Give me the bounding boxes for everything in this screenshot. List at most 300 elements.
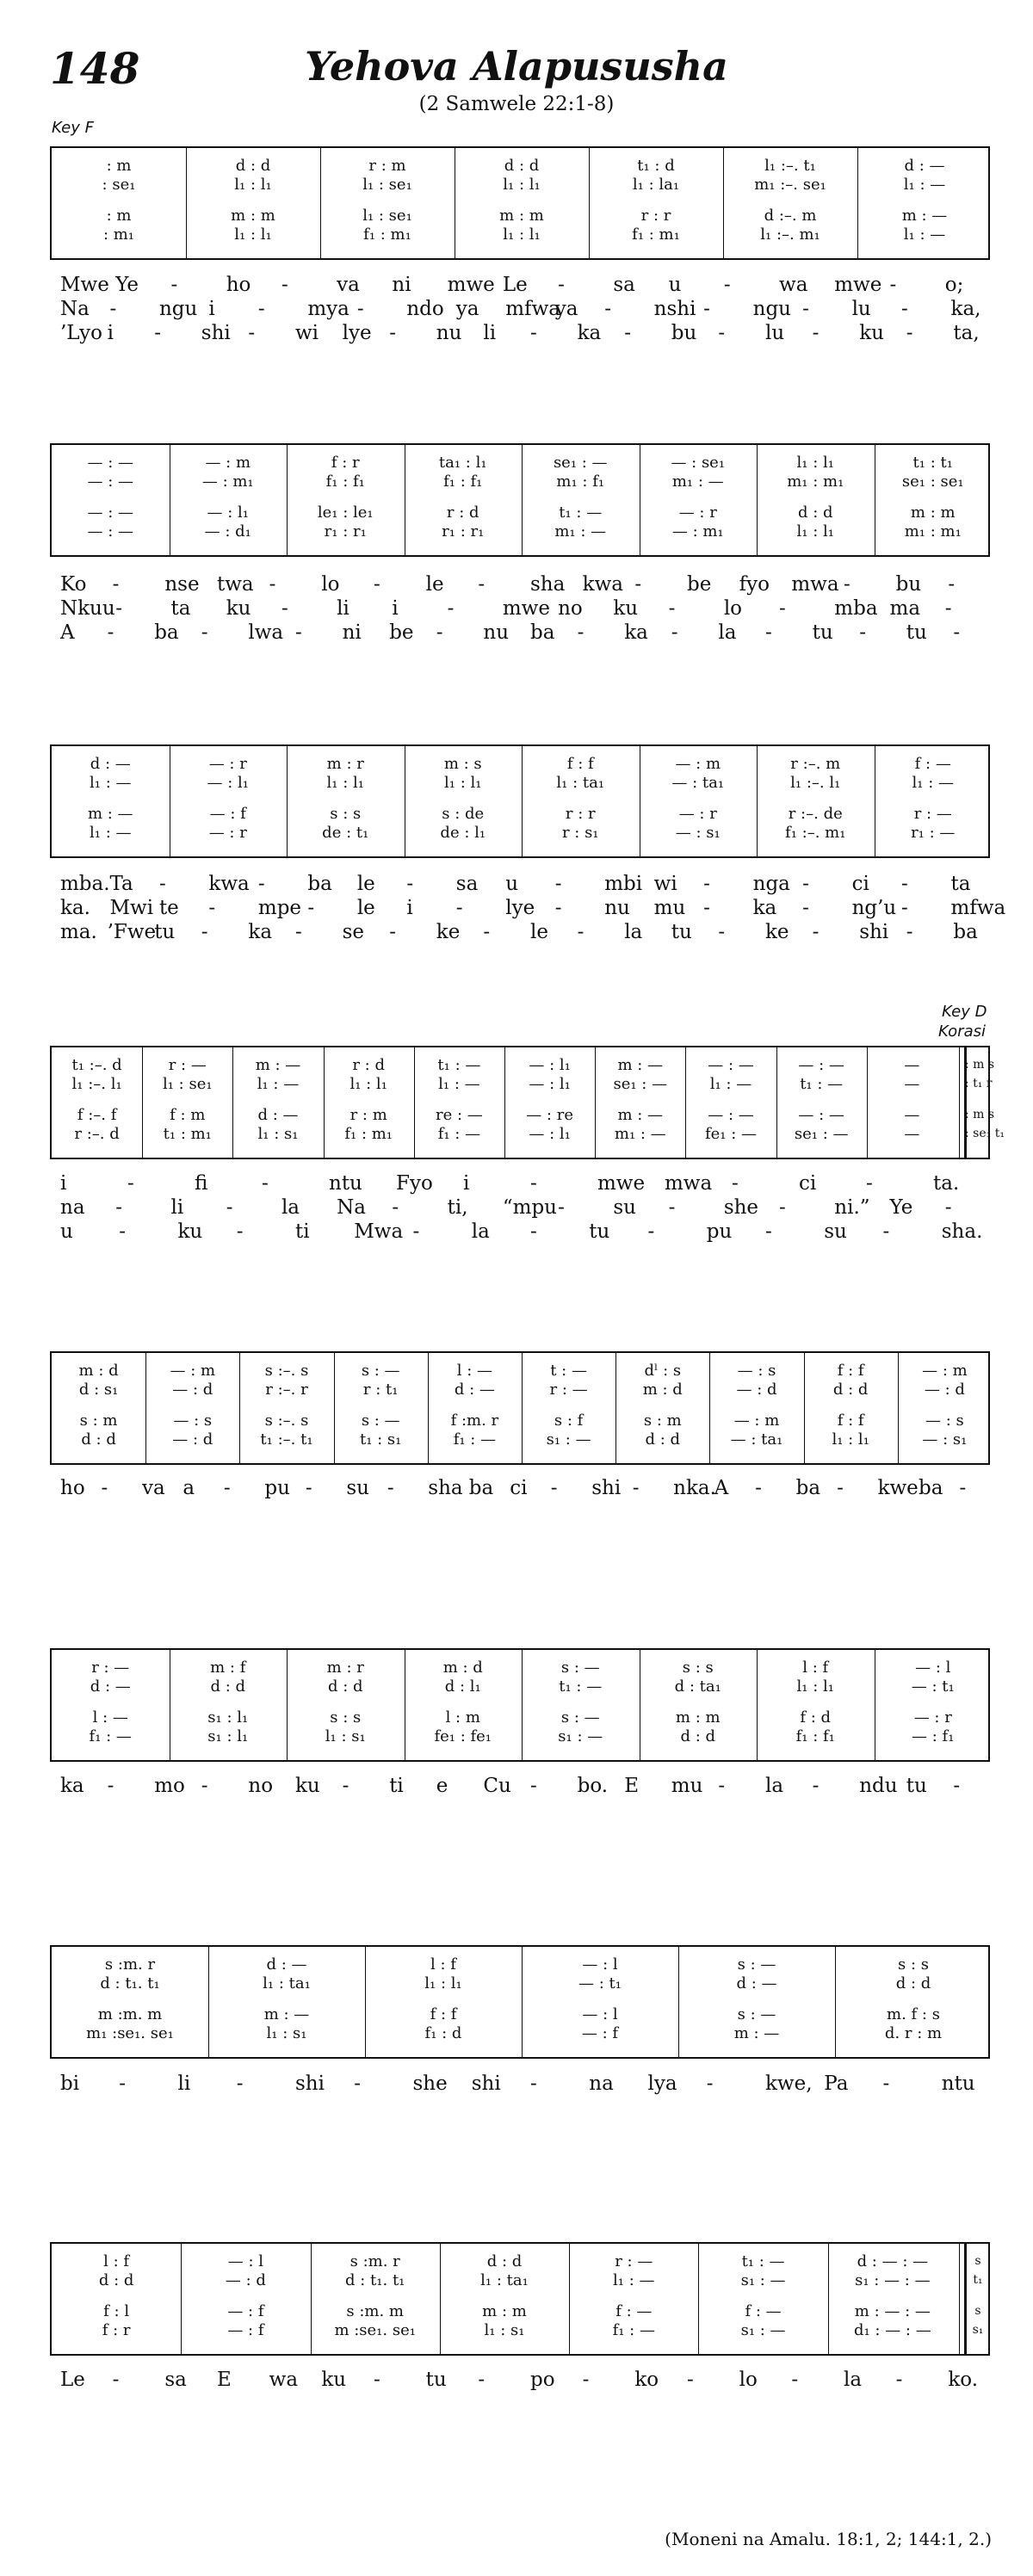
lyric-syllable: - xyxy=(257,873,265,895)
lyric-syllable: - xyxy=(944,1196,952,1219)
lyric-syllable: A xyxy=(714,1477,729,1499)
lyric-syllable: - xyxy=(269,573,276,596)
solfa-note: f : — xyxy=(615,2302,653,2320)
lyric-syllable: - xyxy=(236,1220,244,1243)
solfa-note: l₁ :–. l₁ xyxy=(71,1075,122,1093)
lyric-syllable: ba xyxy=(530,621,555,644)
lyric-syllable: la xyxy=(765,1775,784,1797)
lyric-syllable: - xyxy=(953,1775,961,1797)
solfa-note: dˡ : s xyxy=(644,1362,682,1380)
solfa-note: — xyxy=(904,1125,920,1143)
lyric-syllable: mu xyxy=(653,897,686,919)
lyric-syllable: - xyxy=(170,274,178,296)
lyric-syllable: Ye xyxy=(115,274,139,296)
solfa-note: l₁ : la₁ xyxy=(632,176,680,194)
solfa-note: f₁ : — xyxy=(437,1125,481,1143)
solfa-note: — : d xyxy=(225,2271,266,2289)
music-system-5 xyxy=(50,1351,990,1465)
solfa-note: f₁ : f₁ xyxy=(795,1727,835,1745)
lyric-syllable: mbi xyxy=(604,873,643,895)
lyric-syllable: - xyxy=(115,1196,123,1219)
lyric-syllable: wi xyxy=(295,322,319,344)
lyric-syllable: le xyxy=(530,921,548,943)
lyric-syllable: tu xyxy=(906,621,927,644)
lyric-syllable: mwa xyxy=(791,573,839,596)
lyric-syllable: lwa xyxy=(248,621,284,644)
solfa-note: — : m xyxy=(675,755,721,773)
lyric-syllable: no xyxy=(248,1775,274,1797)
lyric-syllable: nu xyxy=(604,897,630,919)
lyric-syllable: - xyxy=(295,921,302,943)
solfa-note: s : — xyxy=(361,1362,400,1380)
solfa-note: — : l₁ xyxy=(207,774,249,792)
lyric-syllable: a xyxy=(182,1477,195,1499)
solfa-note: d : t₁. t₁ xyxy=(345,2271,405,2289)
lyric-syllable: su xyxy=(346,1477,369,1499)
lyric-syllable: ka xyxy=(624,621,648,644)
solfa-note: s : — xyxy=(560,1708,600,1727)
solfa-note: — : l₁ xyxy=(207,503,249,522)
lyric-syllable: - xyxy=(550,1477,558,1499)
solfa-note: m : m xyxy=(675,1708,721,1727)
lyric-syllable: - xyxy=(812,1775,820,1797)
tonic-solfa-stave xyxy=(50,2242,990,2356)
solfa-note: — : r xyxy=(208,824,247,842)
solfa-note: — : d₁ xyxy=(204,522,251,541)
music-system-7 xyxy=(50,1945,990,2059)
lyric-syllable: lo xyxy=(739,2369,758,2391)
solfa-note: m₁ : — xyxy=(554,522,607,541)
solfa-note: — : d xyxy=(172,1430,213,1449)
solfa-note: l₁ : — xyxy=(90,824,132,842)
solfa-note: — : s xyxy=(925,1412,964,1430)
lyric-syllable: - xyxy=(577,621,585,644)
lyric-syllable: ci xyxy=(799,1172,817,1195)
lyric-syllable: ntu xyxy=(329,1172,362,1195)
solfa-note: l₁ : l₁ xyxy=(326,774,364,792)
lyric-syllable: Ta xyxy=(109,873,133,895)
lyric-syllable: - xyxy=(248,322,256,344)
solfa-note: l₁ : s₁ xyxy=(257,1125,299,1143)
lyric-syllable: i xyxy=(406,897,413,919)
lyric-syllable: sa xyxy=(613,274,635,296)
solfa-note: r : d xyxy=(352,1056,385,1074)
lyric-syllable: ba xyxy=(468,1477,494,1499)
lyric-syllable: mwa xyxy=(665,1172,713,1195)
solfa-note: — : — xyxy=(87,522,133,541)
solfa-note: r : m xyxy=(349,1106,387,1124)
solfa-note: s₁ : — xyxy=(740,2321,786,2339)
lyric-syllable: Mwi xyxy=(109,897,154,919)
solfa-note: l₁ : se₁ xyxy=(362,207,412,225)
lyric-syllable: bo. xyxy=(577,1775,609,1797)
lyric-syllable: - xyxy=(812,322,820,344)
lyric-syllable: Na xyxy=(60,298,90,320)
solfa-note: f₁ : — xyxy=(612,2321,655,2339)
solfa-note: l₁ : l₁ xyxy=(796,522,834,541)
lyric-syllable: - xyxy=(703,897,710,919)
solfa-note: m : m xyxy=(482,2302,527,2320)
lyric-syllable: Mwa xyxy=(354,1220,404,1243)
solfa-note: r : r xyxy=(640,207,671,225)
lyric-syllable: va xyxy=(141,1477,165,1499)
lyric-syllable: Fyo xyxy=(396,1172,433,1195)
lyric-syllable: ku xyxy=(859,322,884,344)
lyric-syllable: - xyxy=(201,621,208,644)
solfa-note: — : — xyxy=(87,454,133,472)
lyric-syllable: ni xyxy=(342,621,362,644)
lyric-syllable: - xyxy=(577,921,585,943)
lyric-syllable: - xyxy=(554,873,562,895)
solfa-note: l : — xyxy=(92,1708,128,1727)
hymn-title: Yehova Alapususha xyxy=(305,43,728,90)
lyric-syllable: ma. xyxy=(60,921,97,943)
lyric-syllable: - xyxy=(687,2369,694,2391)
lyric-syllable: shi xyxy=(201,322,231,344)
lyric-syllable: Ye xyxy=(889,1196,913,1219)
solfa-note: m : — xyxy=(617,1056,664,1074)
solfa-note: r₁ : r₁ xyxy=(442,522,485,541)
lyric-syllable: Na xyxy=(337,1196,367,1219)
lyric-syllable: - xyxy=(201,921,208,943)
lyric-syllable: wa xyxy=(779,274,808,296)
lyric-syllable: i xyxy=(107,322,114,344)
lyric-syllable: - xyxy=(342,1775,349,1797)
lyric-syllable: Pa xyxy=(824,2073,849,2095)
lyric-syllable: Cu xyxy=(483,1775,511,1797)
lyric-syllable: - xyxy=(478,573,486,596)
lyric-syllable: nu xyxy=(483,621,510,644)
solfa-note: t₁ : t₁ xyxy=(912,454,953,472)
solfa-note: — : f xyxy=(227,2321,264,2339)
lyric-syllable: ti, xyxy=(447,1196,468,1219)
lyric-syllable: she xyxy=(723,1196,759,1219)
solfa-note: l₁ : s₁ xyxy=(325,1727,366,1745)
solfa-note: s₁ : l₁ xyxy=(207,1727,249,1745)
solfa-note: f₁ : m₁ xyxy=(632,225,680,244)
solfa-note: r :–. d xyxy=(74,1125,120,1143)
lyric-syllable: - xyxy=(262,1172,269,1195)
solfa-note: l₁ : s₁ xyxy=(484,2321,525,2339)
lyric-syllable: ka xyxy=(577,322,602,344)
solfa-note: r : r xyxy=(565,805,596,823)
lyric-syllable: ba xyxy=(953,921,978,943)
solfa-note: s : s xyxy=(330,1708,362,1727)
solfa-note: — : f xyxy=(581,2024,619,2042)
lyric-syllable: Mwe xyxy=(60,274,109,296)
lyric-syllable: - xyxy=(779,597,786,620)
solfa-note: — : re xyxy=(526,1106,573,1124)
lyric-syllable: mo xyxy=(154,1775,185,1797)
lyric-syllable: - xyxy=(953,621,961,644)
tonic-solfa-stave xyxy=(50,744,990,858)
lyric-syllable: ti xyxy=(389,1775,404,1797)
lyric-syllable: - xyxy=(281,274,288,296)
solfa-note: d : d xyxy=(210,1677,246,1696)
solfa-note: f : f xyxy=(837,1362,864,1380)
solfa-note: — : l₁ xyxy=(529,1075,571,1093)
lyric-syllable: - xyxy=(765,621,772,644)
lyric-syllable: - xyxy=(530,1220,537,1243)
lyric-syllable: - xyxy=(901,873,908,895)
lyric-syllable: nu xyxy=(436,322,462,344)
solfa-note: s₁ : — xyxy=(546,1430,591,1449)
lyric-syllable: ntu xyxy=(941,2073,975,2095)
solfa-note: l₁ : l₁ xyxy=(424,1974,462,1992)
lyric-syllable: nka. xyxy=(673,1477,716,1499)
lyric-syllable: po xyxy=(530,2369,555,2391)
lyric-syllable: pu xyxy=(264,1477,290,1499)
hymn-number: 148 xyxy=(50,43,140,94)
solfa-note: s₁ : — xyxy=(558,1727,603,1745)
solfa-note: t₁ : — xyxy=(800,1075,844,1093)
solfa-note: r : — xyxy=(913,805,952,823)
solfa-note: d : d xyxy=(486,2252,523,2270)
solfa-note: l : f xyxy=(802,1659,829,1677)
solfa-note: fe₁ : — xyxy=(704,1125,757,1143)
solfa-note: m : s xyxy=(443,755,482,773)
solfa-note: — : r xyxy=(678,503,717,522)
lyric-syllable: le xyxy=(356,897,375,919)
solfa-note: m₁ :–. se₁ xyxy=(754,176,826,194)
solfa-note: — : m xyxy=(170,1362,216,1380)
lyric-syllable: - xyxy=(392,1196,399,1219)
lyric-syllable: - xyxy=(530,1775,537,1797)
solfa-note: l₁ : l₁ xyxy=(796,1677,834,1696)
chorus-pickup-note: : t₁ r xyxy=(965,1077,993,1090)
solfa-note: — : f xyxy=(209,805,246,823)
key-change: Key D xyxy=(942,1003,987,1021)
solfa-note: l₁ : — xyxy=(613,2271,655,2289)
lyric-syllable: Le xyxy=(502,274,528,296)
solfa-note: d : — xyxy=(266,1955,307,1974)
final-chord-note: s xyxy=(974,2254,981,2268)
lyric-syllable: - xyxy=(844,573,851,596)
lyric-syllable: - xyxy=(447,597,455,620)
solfa-note: d : — xyxy=(454,1381,495,1399)
solfa-note: r : — xyxy=(549,1381,588,1399)
lyric-syllable: bi xyxy=(60,2073,80,2095)
solfa-note: f : m xyxy=(170,1106,206,1124)
lyric-syllable: - xyxy=(101,1477,108,1499)
lyric-syllable: twa xyxy=(217,573,254,596)
solfa-note: m : m xyxy=(499,207,544,225)
lyric-syllable: su xyxy=(824,1220,847,1243)
lyric-syllable: no xyxy=(558,597,583,620)
lyric-syllable: ba xyxy=(307,873,332,895)
lyric-syllable: - xyxy=(554,897,562,919)
lyric-syllable: - xyxy=(647,1220,655,1243)
solfa-note: l₁ :–. t₁ xyxy=(764,157,816,175)
lyric-syllable: ku xyxy=(295,1775,320,1797)
lyric-syllable: - xyxy=(115,597,123,620)
lyric-syllable: shi xyxy=(859,921,889,943)
lyric-syllable: sa xyxy=(164,2369,187,2391)
solfa-note: l₁ : l₁ xyxy=(349,1075,387,1093)
solfa-note: m : — xyxy=(87,805,133,823)
solfa-note: s : — xyxy=(560,1659,600,1677)
lyric-syllable: ta, xyxy=(953,322,980,344)
solfa-note: m : f xyxy=(210,1659,246,1677)
lyric-syllable: i xyxy=(392,597,399,620)
lyric-syllable: fi xyxy=(195,1172,208,1195)
solfa-note: d : d xyxy=(797,503,833,522)
lyric-syllable: ka xyxy=(60,1775,84,1797)
lyric-syllable: nshi xyxy=(653,298,696,320)
solfa-note: l₁ : l₁ xyxy=(503,225,541,244)
lyric-syllable: tu xyxy=(906,1775,927,1797)
lyric-syllable: ku xyxy=(321,2369,347,2391)
lyric-syllable: nga xyxy=(752,873,790,895)
lyric-syllable: ndo xyxy=(406,298,444,320)
solfa-note: t₁ : — xyxy=(437,1056,481,1074)
lyric-syllable: - xyxy=(901,298,908,320)
solfa-note: — : r xyxy=(913,1708,952,1727)
solfa-note: d : t₁. t₁ xyxy=(100,1974,160,1992)
lyric-syllable: mu xyxy=(671,1775,703,1797)
lyric-syllable: - xyxy=(668,597,676,620)
solfa-note: l₁ : s₁ xyxy=(266,2024,307,2042)
lyric-syllable: ’Lyo xyxy=(60,322,103,344)
lyric-syllable: - xyxy=(281,597,288,620)
lyric-syllable: ya xyxy=(554,298,578,320)
lyric-syllable: - xyxy=(668,1196,676,1219)
solfa-note: s :–. s xyxy=(264,1412,309,1430)
lyric-syllable: ho xyxy=(226,274,251,296)
tonic-solfa-stave xyxy=(50,1046,1005,1159)
solfa-note: : m₁ xyxy=(102,225,135,244)
solfa-note: — : s₁ xyxy=(675,824,721,842)
solfa-note: l : f xyxy=(103,2252,130,2270)
lyric-syllable: ta xyxy=(170,597,191,620)
chorus-label: Korasi xyxy=(938,1022,986,1041)
solfa-note: m : r xyxy=(326,1659,364,1677)
solfa-note: s : f xyxy=(554,1412,584,1430)
lyric-syllable: - xyxy=(107,1775,114,1797)
lyric-syllable: - xyxy=(356,298,364,320)
lyric-syllable: sha. xyxy=(941,1220,983,1243)
lyric-syllable: nse xyxy=(164,573,200,596)
lyric-syllable: - xyxy=(723,274,731,296)
lyric-syllable: - xyxy=(112,2369,120,2391)
solfa-note: l₁ : — xyxy=(912,774,954,792)
solfa-note: l : m xyxy=(445,1708,480,1727)
solfa-note: — : — xyxy=(798,1056,844,1074)
solfa-note: m : — : — xyxy=(854,2302,931,2320)
lyric-syllable: kwe, xyxy=(765,2073,813,2095)
solfa-note: l : f xyxy=(430,1955,456,1974)
solfa-note: m : — xyxy=(617,1106,664,1124)
lyric-syllable: shi xyxy=(471,2073,501,2095)
solfa-note: m₁ : — xyxy=(614,1125,666,1143)
lyric-syllable: - xyxy=(604,298,611,320)
lyric-syllable: li xyxy=(177,2073,191,2095)
solfa-note: d : d xyxy=(98,2271,134,2289)
lyric-syllable: tu xyxy=(425,2369,447,2391)
solfa-note: : m xyxy=(106,207,132,225)
lyric-syllable: i xyxy=(208,298,215,320)
solfa-note: — : l₁ xyxy=(529,1056,571,1074)
lyric-syllable: - xyxy=(158,873,166,895)
tonic-solfa-stave xyxy=(50,1351,990,1465)
lyric-syllable: - xyxy=(948,573,956,596)
solfa-note: f :m. r xyxy=(450,1412,499,1430)
lyric-syllable: lya xyxy=(647,2073,677,2095)
lyric-syllable: - xyxy=(112,573,120,596)
solfa-note: — : m xyxy=(922,1362,968,1380)
lyric-syllable: she xyxy=(412,2073,448,2095)
lyric-syllable: la xyxy=(624,921,643,943)
solfa-note: — : d xyxy=(924,1381,965,1399)
solfa-note: — : r xyxy=(208,755,247,773)
solfa-note: se₁ : — xyxy=(794,1125,849,1143)
scripture-reference: (Moneni na Amalu. 18:1, 2; 144:1, 2.) xyxy=(665,2529,992,2549)
lyric-syllable: i xyxy=(463,1172,470,1195)
lyric-syllable: - xyxy=(478,2369,486,2391)
solfa-note: m : — xyxy=(901,207,948,225)
lyric-syllable: - xyxy=(208,897,216,919)
chorus-pickup-note: : m s xyxy=(965,1108,995,1121)
solfa-note: — : ta₁ xyxy=(671,774,725,792)
solfa-note: se₁ : — xyxy=(613,1075,668,1093)
solfa-note: l₁ : — xyxy=(257,1075,300,1093)
lyric-syllable: - xyxy=(107,621,114,644)
solfa-note: f :–. f xyxy=(77,1106,117,1124)
solfa-note: : m xyxy=(106,157,132,175)
lyric-syllable: wi xyxy=(653,873,677,895)
lyric-syllable: mba xyxy=(834,597,878,620)
lyric-syllable: la xyxy=(718,621,737,644)
solfa-note: de : t₁ xyxy=(322,824,369,842)
lyric-syllable: - xyxy=(257,298,265,320)
solfa-note: s : — xyxy=(737,2005,776,2023)
lyric-syllable: - xyxy=(387,1477,394,1499)
lyric-syllable: be xyxy=(389,621,414,644)
solfa-note: t₁ : — xyxy=(741,2252,785,2270)
solfa-note: — : d xyxy=(172,1381,213,1399)
lyric-syllable: - xyxy=(389,921,396,943)
lyric-syllable: - xyxy=(406,873,414,895)
lyric-syllable: na xyxy=(589,2073,614,2095)
solfa-note: — xyxy=(904,1056,920,1074)
lyric-syllable: bu xyxy=(895,573,922,596)
solfa-note: m₁ : m₁ xyxy=(904,522,962,541)
lyric-syllable: be xyxy=(687,573,712,596)
final-chord-note: t₁ xyxy=(973,2273,983,2287)
solfa-note: s : — xyxy=(361,1412,400,1430)
solfa-note: — : — xyxy=(798,1106,844,1124)
solfa-note: m : — xyxy=(733,2024,780,2042)
lyric-syllable: bu xyxy=(671,322,697,344)
solfa-note: m : m xyxy=(910,503,956,522)
lyric-syllable: ta xyxy=(950,873,971,895)
lyric-syllable: - xyxy=(624,322,631,344)
lyric-syllable: la xyxy=(281,1196,300,1219)
lyric-syllable: sha xyxy=(530,573,566,596)
solfa-note: t₁ :–. d xyxy=(71,1056,122,1074)
lyric-syllable: - xyxy=(436,621,443,644)
solfa-note: d : s₁ xyxy=(78,1381,119,1399)
lyric-syllable: ko. xyxy=(948,2369,979,2391)
solfa-note: l₁ : ta₁ xyxy=(480,2271,529,2289)
lyric-syllable: su xyxy=(613,1196,636,1219)
lyric-syllable: - xyxy=(530,2073,537,2095)
solfa-note: t₁ : m₁ xyxy=(163,1125,212,1143)
lyric-syllable: mba. xyxy=(60,873,110,895)
final-chord-note: s xyxy=(974,2304,981,2318)
solfa-note: — : m₁ xyxy=(671,522,724,541)
solfa-note: r : — xyxy=(168,1056,207,1074)
